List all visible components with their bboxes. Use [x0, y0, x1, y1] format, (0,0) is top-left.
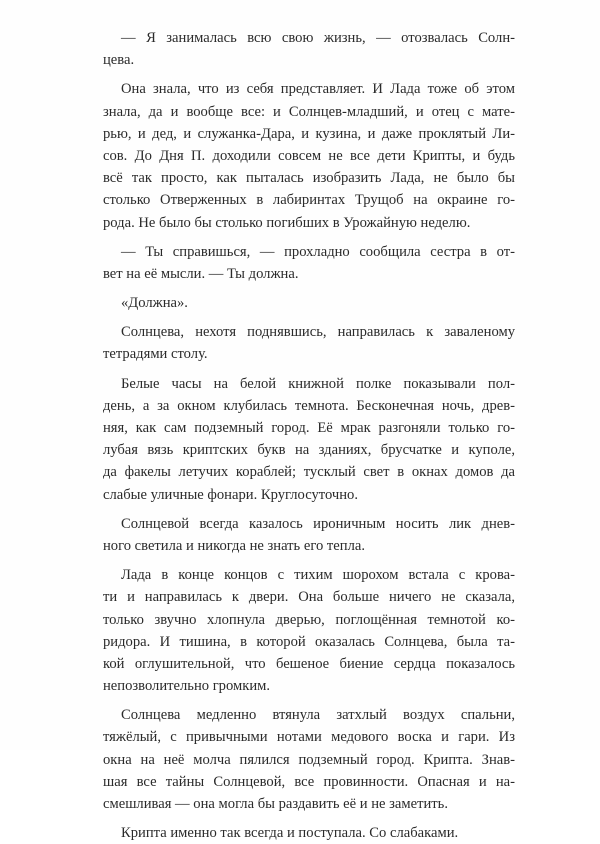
text-line: няя, как сам подземный город. Её мрак разгоняли только го-	[103, 420, 515, 436]
text-line: — Ты справишься, — прохладно сообщила сестра в от-	[121, 243, 515, 260]
text-line: ного светила и никогда не знать его тепла.	[103, 537, 365, 554]
text-line: только звучно хлопнула дверью, поглощённая темнотой ко-	[103, 611, 515, 628]
text-line: сов. До Дня П. доходили совсем не все дети Крипты, и будь	[103, 147, 515, 164]
text-line: тетрадями столу.	[103, 346, 208, 363]
paragraph	[103, 564, 515, 697]
paragraph	[103, 321, 515, 365]
text-line: столько Отверженных в лабиринтах Трущоб на окраине го-	[103, 192, 515, 209]
paragraph	[103, 513, 515, 557]
text-line: тяжёлый, с привычными нотами медового воска и гари. Из	[103, 729, 515, 746]
text-line: да факелы летучих кораблей; тусклый свет в окнах домов да	[103, 464, 515, 481]
text-line: ти и направилась к двери. Она больше ничего не сказала,	[103, 589, 515, 606]
paragraph-gap	[103, 234, 515, 241]
text-line: знала, да и вообще все: и Солнцев-младший, и отец с мате-	[103, 103, 515, 120]
text-line: окна на неё молча пялился подземный город. Крипта. Знав-	[103, 751, 515, 768]
paragraph	[103, 704, 515, 815]
paragraph-gap	[103, 557, 515, 564]
paragraph	[103, 27, 515, 71]
text-line: всё так просто, как пыталась изобразить Лада, не было бы	[103, 170, 515, 187]
paragraph-gap	[103, 697, 515, 704]
text-line: Солнцева медленно втянула затхлый воздух спальни,	[121, 707, 515, 724]
paragraph-gap	[103, 285, 515, 292]
page-text	[103, 27, 515, 844]
paragraph	[103, 373, 515, 506]
text-line: день, а за окном клубилась темнота. Бесконечная ночь, древ-	[103, 397, 515, 414]
text-line: лубая вязь криптских букв на зданиях, брусчатке и куполе,	[103, 442, 515, 459]
text-line: вет на её мысли. — Ты должна.	[103, 265, 299, 282]
paragraph-gap	[103, 71, 515, 78]
text-line: кой оглушительной, что бешеное биение сердца показалось	[103, 655, 515, 672]
text-line: смешливая — она могла бы раздавить её и не заметить.	[103, 796, 448, 812]
paragraph	[103, 241, 515, 285]
paragraph-gap	[103, 815, 515, 822]
paragraph-gap	[103, 506, 515, 513]
text-line: Солнцева, нехотя поднявшись, направилась к заваленому	[121, 324, 515, 341]
text-line: слабые уличные фонари. Круглосуточно.	[103, 486, 358, 503]
text-line: «Должна».	[121, 295, 188, 312]
text-line: рью, и дед, и служанка-Дара, и кузина, и даже проклятый Ли-	[103, 125, 515, 142]
text-line: Лада в конце концов с тихим шорохом встала с крова-	[121, 567, 515, 584]
text-line: ридора. И тишина, в которой оказалась Солнцева, была та-	[103, 633, 515, 650]
text-line: Солнцевой всегда казалось ироничным носить лик днев-	[121, 515, 515, 532]
text-line: цева.	[103, 52, 135, 69]
text-line: непозволительно громким.	[103, 678, 271, 695]
paragraph-gap	[103, 314, 515, 321]
text-line: Белые часы на белой книжной полке показывали пол-	[121, 375, 515, 392]
text-line: шая все тайны Солнцевой, все провинности. Опасная и на-	[103, 773, 515, 790]
text-line: Она знала, что из себя представляет. И Лада тоже об этом	[121, 81, 515, 98]
text-line: Крипта именно так всегда и поступала. Со слабаками.	[121, 825, 459, 842]
paragraph	[103, 292, 515, 314]
paragraph	[103, 78, 515, 233]
paragraph	[103, 822, 515, 844]
text-line: — Я занималась всю свою жизнь, — отозвалась Солн-	[121, 30, 515, 46]
paragraph-gap	[103, 366, 515, 373]
text-line: рода. Не было бы столько погибших в Урожайную неделю.	[103, 214, 471, 231]
